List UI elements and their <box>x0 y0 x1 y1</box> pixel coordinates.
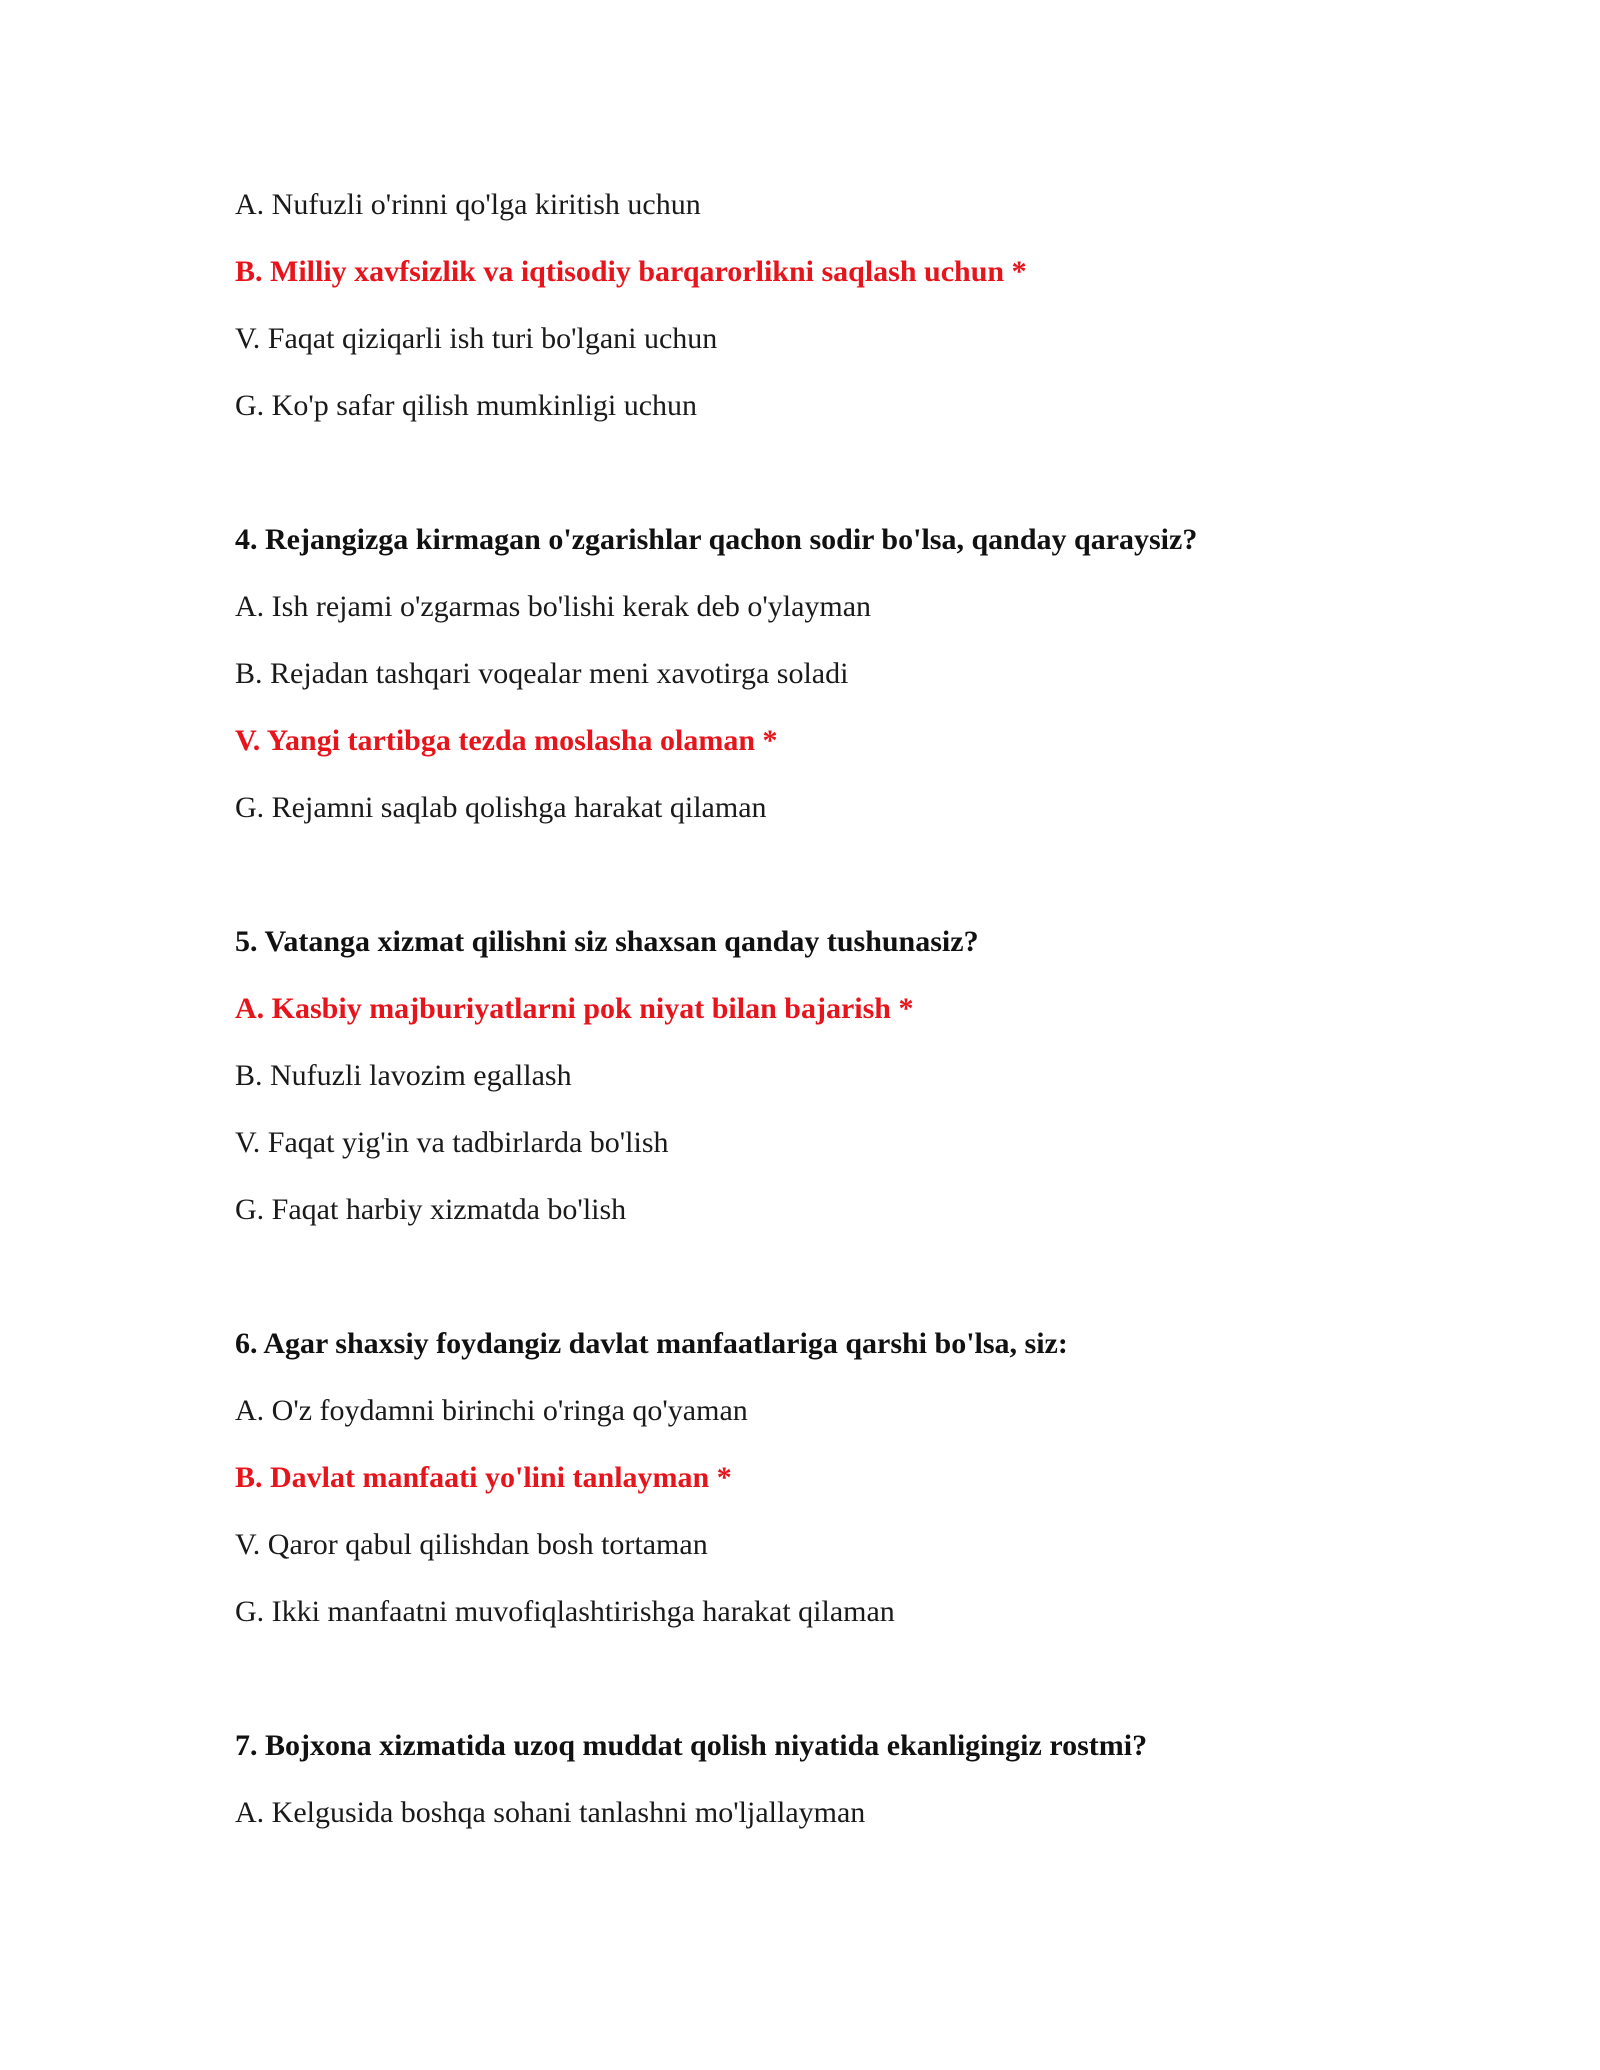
answer-option-correct: B. Davlat manfaati yo'lini tanlayman * <box>235 1461 732 1494</box>
answer-option: B. Rejadan tashqari voqealar meni xavotirga soladi <box>235 657 849 690</box>
question-text: 4. Rejangizga kirmagan o'zgarishlar qachon sodir bo'lsa, qanday qaraysiz? <box>235 523 1198 556</box>
question-text: 7. Bojxona xizmatida uzoq muddat qolish niyatida ekanligingiz rostmi? <box>235 1729 1148 1762</box>
answer-option-correct: V. Yangi tartibga tezda moslasha olaman * <box>235 724 778 757</box>
answer-option: G. Ikki manfaatni muvofiqlashtirishga harakat qilaman <box>235 1595 895 1628</box>
answer-option: G. Ko'p safar qilish mumkinligi uchun <box>235 389 698 422</box>
question-text: 6. Agar shaxsiy foydangiz davlat manfaatlariga qarshi bo'lsa, siz: <box>235 1327 1068 1360</box>
answer-option: A. Ish rejami o'zgarmas bo'lishi kerak deb o'ylayman <box>235 590 872 623</box>
answer-option: A. Kelgusida boshqa sohani tanlashni mo'ljallayman <box>235 1796 866 1829</box>
answer-option: G. Rejamni saqlab qolishga harakat qilaman <box>235 791 767 824</box>
answer-option: V. Faqat yig'in va tadbirlarda bo'lish <box>235 1126 669 1159</box>
answer-option: G. Faqat harbiy xizmatda bo'lish <box>235 1193 627 1226</box>
answer-option: A. Nufuzli o'rinni qo'lga kiritish uchun <box>235 188 701 221</box>
answer-option: V. Qaror qabul qilishdan bosh tortaman <box>235 1528 708 1561</box>
answer-option: V. Faqat qiziqarli ish turi bo'lgani uchun <box>235 322 718 355</box>
question-text: 5. Vatanga xizmat qilishni siz shaxsan qanday tushunasiz? <box>235 925 979 958</box>
answer-option-correct: B. Milliy xavfsizlik va iqtisodiy barqarorlikni saqlash uchun * <box>235 255 1027 288</box>
answer-option-correct: A. Kasbiy majburiyatlarni pok niyat bilan bajarish * <box>235 992 914 1025</box>
answer-option: A. O'z foydamni birinchi o'ringa qo'yaman <box>235 1394 748 1427</box>
answer-option: B. Nufuzli lavozim egallash <box>235 1059 572 1092</box>
